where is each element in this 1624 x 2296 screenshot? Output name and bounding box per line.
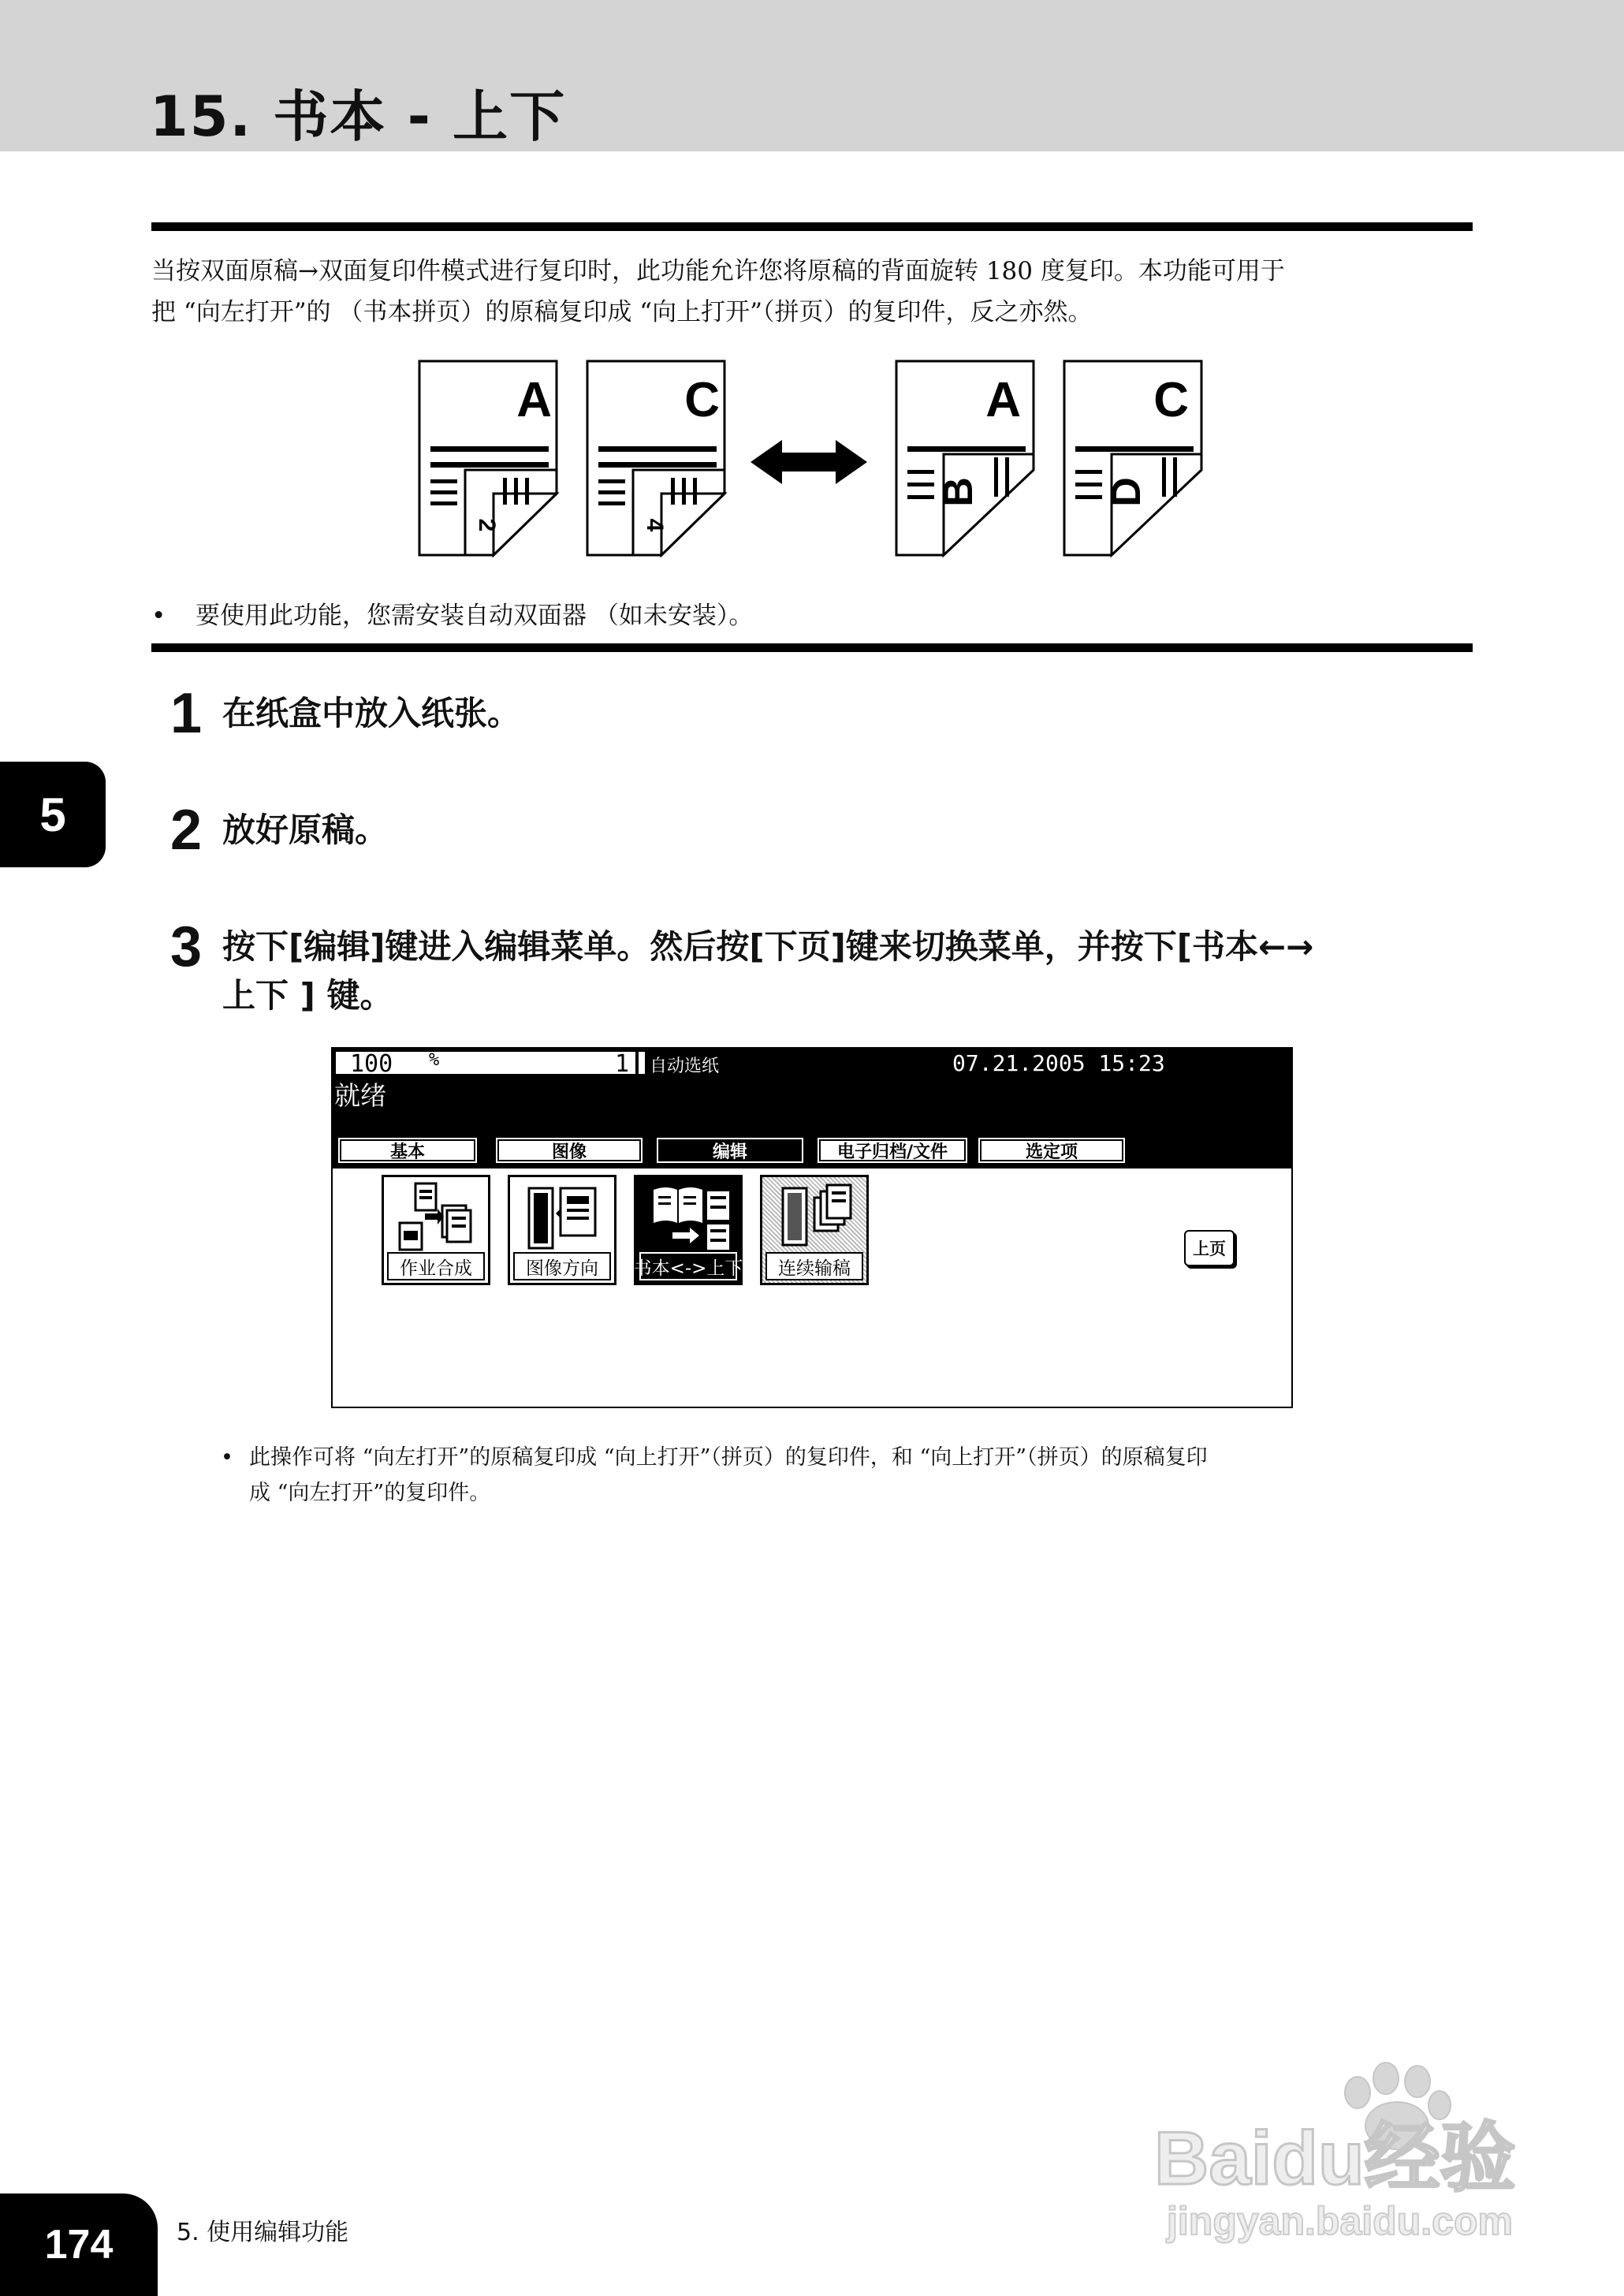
- continuous-feed-icon: [777, 1182, 855, 1253]
- step-1-number: 1: [170, 682, 203, 745]
- copy-count: 1: [614, 1050, 629, 1078]
- step-2-number: 2: [170, 799, 203, 862]
- step-3-text-line-2: 上下 ] 键。: [222, 976, 393, 1015]
- machine-status: 就绪: [334, 1080, 386, 1111]
- image-direction-icon: [524, 1182, 603, 1253]
- continuous-feed-label: 连续输稿: [765, 1252, 863, 1280]
- sheet-back-letter: D: [1104, 477, 1149, 507]
- page-title: 15. 书本 - 上下: [150, 84, 567, 149]
- datetime: 07.21.2005 15:23: [952, 1050, 1165, 1076]
- bullet-icon: •: [221, 1445, 233, 1470]
- watermark-brand: Baidu经验: [1154, 2116, 1516, 2201]
- paper-mode: 自动选纸: [650, 1057, 720, 1076]
- image-direction-label: 图像方向: [513, 1252, 611, 1280]
- intro-line-2: 把 “向左打开”的 （书本拼页）的原稿复印成 “向上打开”（拼页）的复印件，反之亦然。: [151, 298, 1093, 326]
- step-3-number: 3: [170, 915, 203, 978]
- sheet-front-letter: A: [985, 373, 1021, 427]
- bullet-icon: •: [151, 602, 166, 630]
- footer-chapter: 5. 使用编辑功能: [177, 2219, 349, 2246]
- requirement-note: [151, 595, 753, 631]
- baidu-jingyan-watermark: [1151, 2050, 1529, 2247]
- tab-options[interactable]: 选定项: [976, 1135, 1127, 1165]
- step-2-text: 放好原稿。: [222, 811, 389, 849]
- sheet-back-letter: 4: [642, 518, 668, 532]
- sheet-a-left-open: [418, 360, 560, 558]
- zoom-value: 100: [350, 1050, 393, 1078]
- book-tablet-icon: [650, 1182, 732, 1253]
- after-note-line-2: 成 “向左打开”的复印件。: [249, 1481, 491, 1505]
- sheet-c-top-open: [1063, 360, 1205, 558]
- image-direction-button[interactable]: [508, 1175, 616, 1285]
- page-number-tab: 174: [0, 2194, 158, 2296]
- zoom-display: [336, 1050, 635, 1078]
- watermark-url: jingyan.baidu.com: [1167, 2199, 1513, 2243]
- tab-e-filing[interactable]: 电子归档/文件: [815, 1135, 970, 1165]
- panel-status-bar: [333, 1049, 1291, 1168]
- after-note: [221, 1440, 1474, 1511]
- section-rule-top: [151, 222, 1473, 231]
- sheet-back-letter: B: [936, 477, 981, 507]
- step-3-text-line-1: 按下[编辑]键进入编辑菜单。然后按[下页]键来切换菜单，并按下[书本←→: [222, 927, 1314, 966]
- after-note-line-1: 此操作可将 “向左打开”的原稿复印成 “向上打开”（拼页）的复印件，和 “向上打开”（拼页）的原稿复印: [249, 1445, 1208, 1470]
- sheet-front-letter: A: [516, 373, 552, 427]
- sheet-front-letter: C: [1153, 373, 1189, 427]
- tab-edit[interactable]: 编辑: [654, 1135, 806, 1165]
- continuous-feed-button[interactable]: [760, 1175, 869, 1285]
- tab-image[interactable]: 图像: [494, 1135, 645, 1165]
- copier-touch-panel: [331, 1047, 1293, 1408]
- step-1-text: 在纸盒中放入纸张。: [222, 694, 521, 732]
- job-build-label: 作业合成: [387, 1252, 485, 1280]
- requirement-note-text: 要使用此功能，您需安装自动双面器 （如未安装）。: [196, 602, 754, 630]
- sheet-back-letter: 2: [474, 518, 500, 532]
- section-rule-bottom: [151, 643, 1473, 652]
- book-tablet-button[interactable]: [634, 1175, 743, 1285]
- sheet-front-letter: C: [684, 373, 720, 427]
- job-build-icon: [398, 1182, 477, 1253]
- page-up-button[interactable]: 上页: [1184, 1230, 1235, 1266]
- count-divider: [639, 1052, 645, 1074]
- tab-basic[interactable]: 基本: [336, 1135, 479, 1165]
- job-build-button[interactable]: [382, 1175, 490, 1285]
- book-tablet-label: 书本<->上下: [639, 1252, 737, 1280]
- double-arrow-icon: [751, 438, 867, 486]
- intro-line-1: 当按双面原稿→双面复印件模式进行复印时，此功能允许您将原稿的背面旋转 180 度复印。本功能可用于: [151, 257, 1285, 285]
- intro-text: [151, 251, 1476, 333]
- sheet-a-top-open: [895, 360, 1037, 558]
- zoom-unit: %: [429, 1050, 440, 1070]
- sheet-c-left-open: [586, 360, 728, 558]
- chapter-side-tab: 5: [0, 762, 106, 867]
